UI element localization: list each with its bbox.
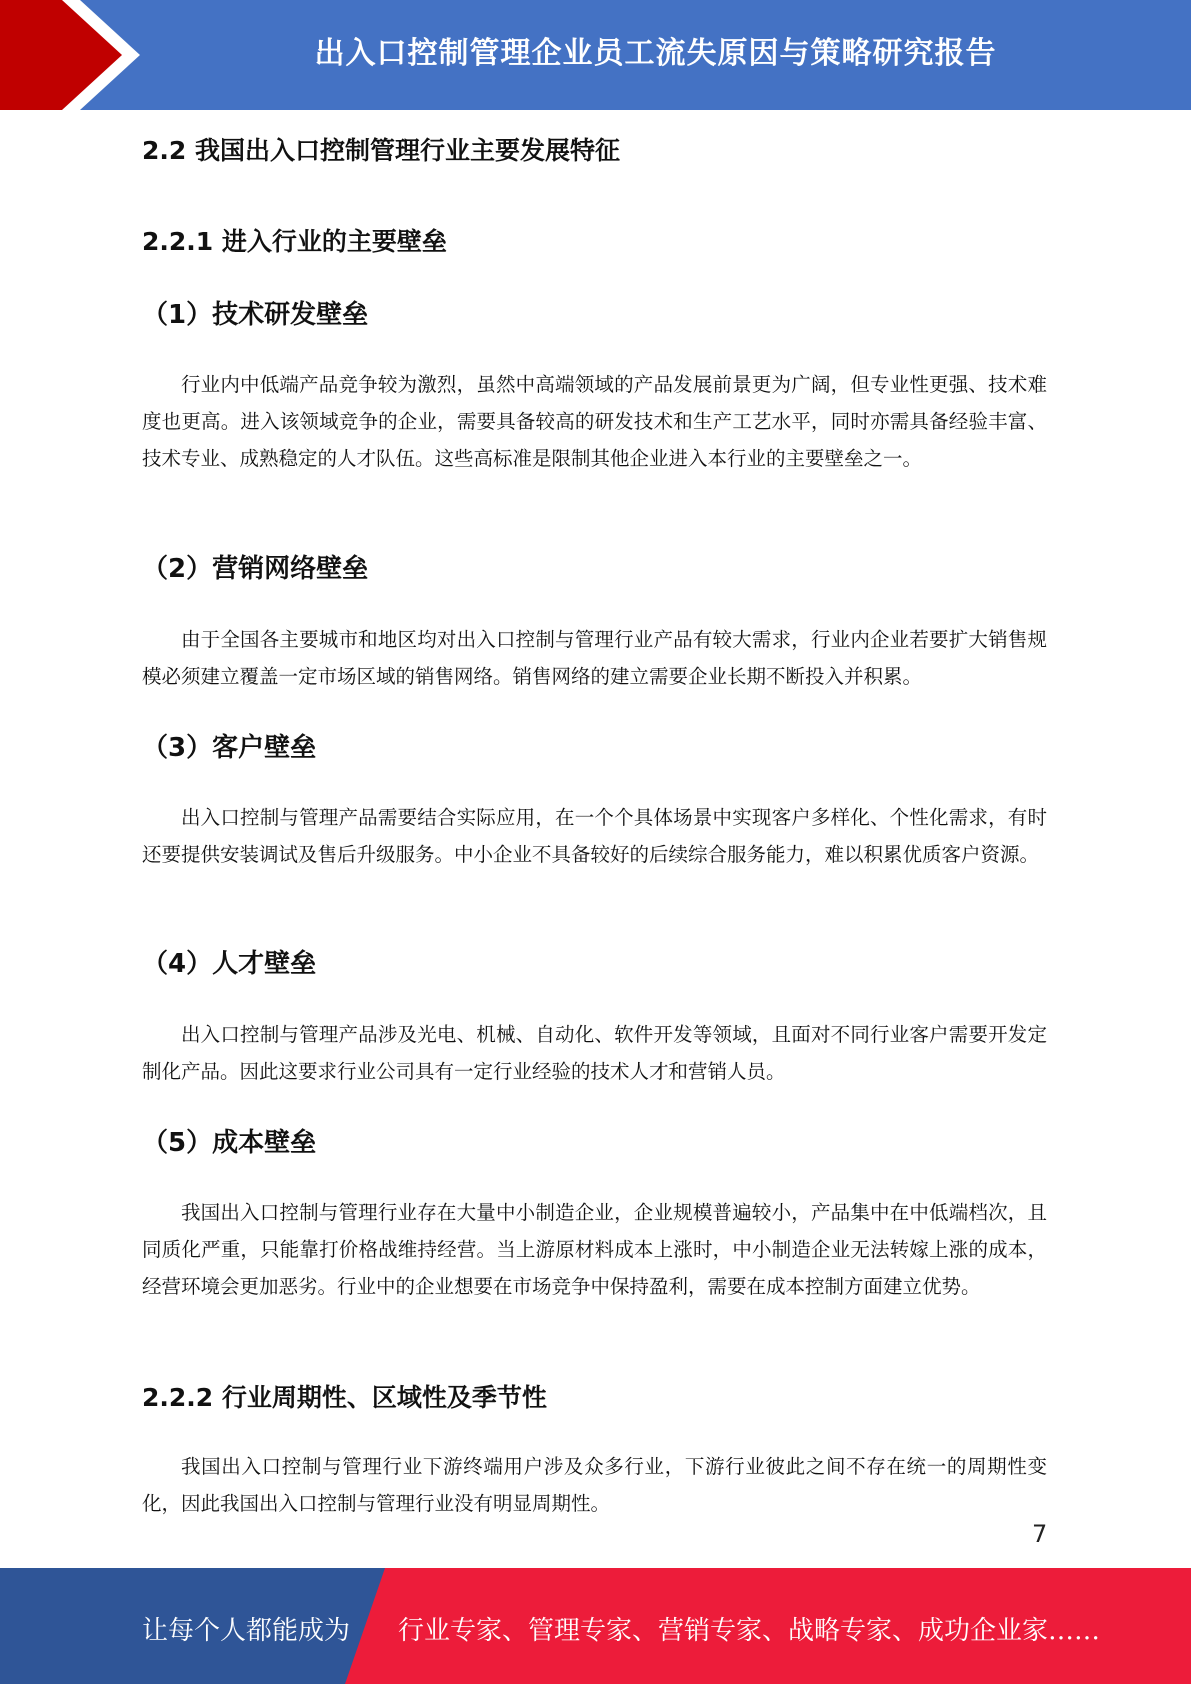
footer-slogan-left: 让每个人都能成为 [142, 1616, 351, 1646]
section-heading-2-2: 2.2 我国出入口控制管理行业主要发展特征 [142, 136, 620, 165]
barrier-text-tech: 行业内中低端产品竞争较为激烈，虽然中高端领域的产品发展前景更为广阔，但专业性更强、技术难度也更高。进入该领域竞争的企业，需要具备较高的研发技术和生产工艺水平，同时亦需具备经验丰富、技术专业、成熟稳定的人才队伍。这些高标准是限制其他企业进入本行业的主要壁垒之一。 [142, 373, 1047, 470]
barrier-heading-customer: （3）客户壁垒 [142, 733, 317, 763]
page-number: 7 [1032, 1520, 1048, 1548]
barrier-text-talent: 出入口控制与管理产品涉及光电、机械、自动化、软件开发等领域，且面对不同行业客户需要开发定制化产品。因此这要求行业公司具有一定行业经验的技术人才和营销人员。 [142, 1023, 1047, 1083]
report-title: 出入口控制管理企业员工流失原因与策略研究报告 [314, 36, 997, 71]
section-text-2-2-2: 我国出入口控制与管理行业下游终端用户涉及众多行业，下游行业彼此之间不存在统一的周期性变化，因此我国出入口控制与管理行业没有明显周期性。 [142, 1455, 1047, 1515]
barrier-text-customer: 出入口控制与管理产品需要结合实际应用，在一个个具体场景中实现客户多样化、个性化需求，有时还要提供安装调试及售后升级服务。中小企业不具备较好的后续综合服务能力，难以积累优质客户资源。 [142, 806, 1047, 866]
barrier-text-cost: 我国出入口控制与管理行业存在大量中小制造企业，企业规模普遍较小，产品集中在中低端档次，且同质化严重，只能靠打价格战维持经营。当上游原材料成本上涨时，中小制造企业无法转嫁上涨的成本，经营环境会更加恶劣。行业中的企业想要在市场竞争中保持盈利，需要在成本控制方面建立优势。 [142, 1201, 1047, 1298]
barrier-heading-marketing: （2）营销网络壁垒 [142, 554, 369, 584]
barrier-heading-cost: （5）成本壁垒 [142, 1128, 317, 1158]
footer-slogan-right: 行业专家、管理专家、营销专家、战略专家、成功企业家…… [398, 1616, 1101, 1646]
barrier-heading-talent: （4）人才壁垒 [142, 949, 317, 979]
section-heading-2-2-1: 2.2.1 进入行业的主要壁垒 [142, 227, 447, 256]
footer-banner [0, 1568, 1191, 1684]
barrier-heading-tech: （1）技术研发壁垒 [142, 300, 369, 330]
barrier-text-marketing: 由于全国各主要城市和地区均对出入口控制与管理行业产品有较大需求，行业内企业若要扩大销售规模必须建立覆盖一定市场区域的销售网络。销售网络的建立需要企业长期不断投入并积累。 [142, 628, 1047, 688]
header-banner [0, 0, 1191, 110]
section-heading-2-2-2: 2.2.2 行业周期性、区域性及季节性 [142, 1383, 547, 1412]
